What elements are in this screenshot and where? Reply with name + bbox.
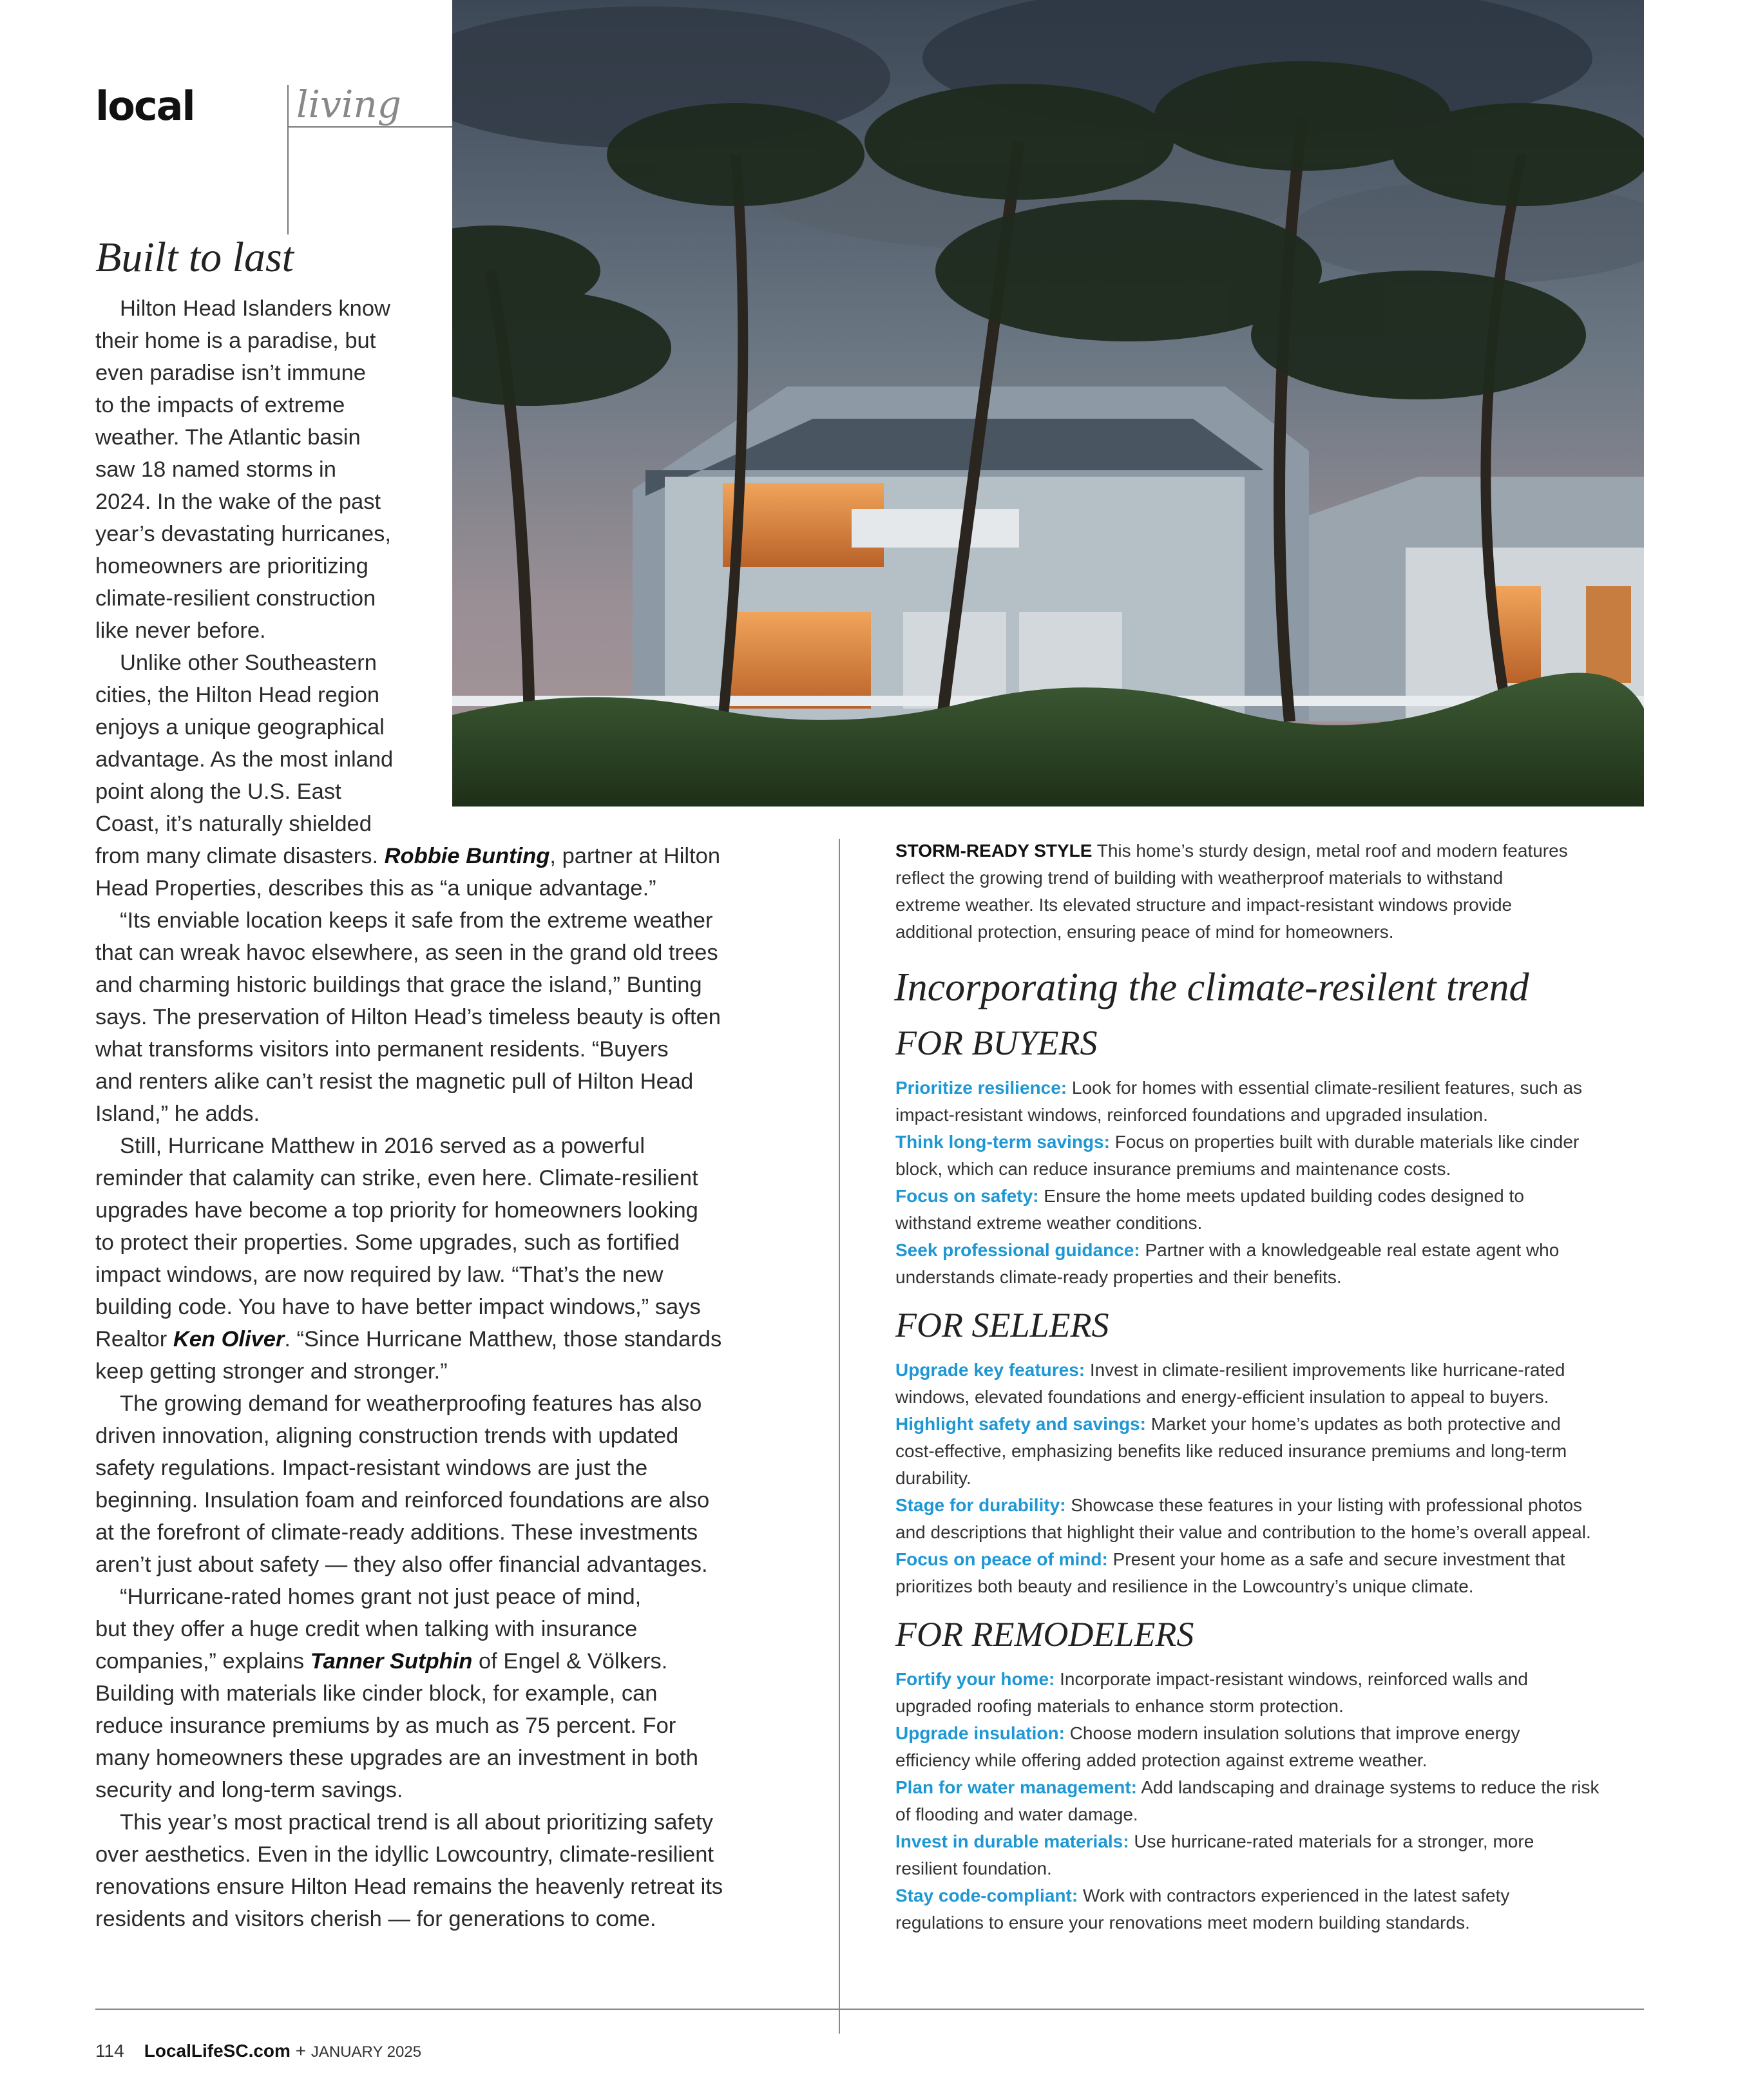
text-line: prioritizes both beauty and resilience in the Lowcountry’s unique climate. bbox=[895, 1576, 1474, 1596]
tip-label: Upgrade key features: bbox=[895, 1360, 1085, 1380]
text-run: Incorporate impact-resistant windows, reinforced walls and bbox=[1055, 1669, 1528, 1689]
tip-label: Focus on peace of mind: bbox=[895, 1549, 1108, 1569]
text-line: residents and visitors cherish — for generations to come. bbox=[95, 1907, 656, 1931]
text-line: to the impacts of extreme bbox=[95, 393, 345, 417]
text-line: impact-resistant windows, reinforced foundations and upgraded insulation. bbox=[895, 1105, 1488, 1125]
text-line: saw 18 named storms in bbox=[95, 457, 336, 482]
heading-sellers: FOR SELLERS bbox=[895, 1306, 1109, 1344]
paragraph-3 bbox=[95, 904, 721, 1130]
text-run: Focus on properties built with durable materials like cinder bbox=[1109, 1132, 1580, 1152]
site-link[interactable]: LocalLifeSC.com bbox=[144, 2041, 291, 2061]
text-line: impact windows, are now required by law. “That’s the new bbox=[95, 1263, 664, 1287]
text-line: Head Properties, describes this as “a unique advantage.” bbox=[95, 876, 656, 901]
text-line: point along the U.S. East bbox=[95, 779, 341, 804]
brand-living: living bbox=[296, 82, 401, 126]
footer-rule bbox=[95, 2009, 1644, 2010]
text-line: cities, the Hilton Head region bbox=[95, 683, 380, 707]
heading-buyers: FOR BUYERS bbox=[895, 1024, 1098, 1062]
text-line: efficiency while offering added protection against extreme weather. bbox=[895, 1750, 1428, 1770]
list-item bbox=[895, 1492, 1591, 1519]
tip-label: Plan for water management: bbox=[895, 1777, 1137, 1797]
list-item bbox=[895, 1183, 1582, 1210]
text-line: driven innovation, aligning construction trends with updated bbox=[95, 1424, 679, 1448]
paragraph-1 bbox=[95, 292, 391, 647]
paragraph-4 bbox=[95, 1130, 721, 1388]
list-item bbox=[895, 1129, 1582, 1156]
text-line: enjoys a unique geographical bbox=[95, 715, 385, 740]
person-name-robbie-bunting: Robbie Bunting bbox=[384, 844, 550, 868]
text-line bbox=[95, 1323, 721, 1355]
text-run: of Engel & Völkers. bbox=[472, 1649, 668, 1674]
brand-local: local bbox=[95, 82, 195, 129]
text-line: safety regulations. Impact-resistant windows are just the bbox=[95, 1456, 648, 1480]
list-item bbox=[895, 1828, 1600, 1855]
text-run: Choose modern insulation solutions that improve energy bbox=[1064, 1723, 1520, 1743]
text-run: from many climate disasters. bbox=[95, 844, 385, 868]
list-item bbox=[895, 1074, 1582, 1102]
text-line: what transforms visitors into permanent residents. “Buyers bbox=[95, 1037, 669, 1062]
text-line: building code. You have to have better impact windows,” says bbox=[95, 1295, 701, 1319]
person-name-ken-oliver: Ken Oliver bbox=[173, 1327, 285, 1351]
text-line: advantage. As the most inland bbox=[95, 747, 394, 772]
text-run: Add landscaping and drainage systems to reduce the risk bbox=[1136, 1777, 1600, 1797]
text-line: withstand extreme weather conditions. bbox=[895, 1213, 1203, 1233]
text-line: regulations to ensure your renovations meet modern building standards. bbox=[895, 1913, 1470, 1933]
list-item bbox=[895, 1237, 1582, 1264]
text-line: and charming historic buildings that grace the island,” Bunting bbox=[95, 973, 702, 997]
text-run: Present your home as a safe and secure investment that bbox=[1107, 1549, 1565, 1569]
text-run: Partner with a knowledgeable real estate agent who bbox=[1140, 1240, 1560, 1260]
tip-label: Prioritize resilience: bbox=[895, 1078, 1067, 1098]
text-line: renovations ensure Hilton Head remains the heavenly retreat its bbox=[95, 1875, 723, 1899]
tip-label: Upgrade insulation: bbox=[895, 1723, 1065, 1743]
caption-head: STORM-READY STYLE bbox=[895, 841, 1093, 861]
text-line: that can wreak havoc elsewhere, as seen in the grand old trees bbox=[95, 940, 718, 965]
text-line: upgraded roofing materials to enhance storm protection. bbox=[895, 1696, 1344, 1716]
text-line: homeowners are prioritizing bbox=[95, 554, 368, 578]
text-line: reflect the growing trend of building with weatherproof materials to withstand bbox=[895, 868, 1504, 888]
text-line: weather. The Atlantic basin bbox=[95, 425, 361, 450]
text-run: Invest in climate-resilient improvements like hurricane-rated bbox=[1085, 1360, 1565, 1380]
text-line bbox=[895, 837, 1568, 864]
text-line: and renters alike can’t resist the magnetic pull of Hilton Head bbox=[95, 1069, 694, 1094]
text-line: “Its enviable location keeps it safe from the extreme weather bbox=[120, 908, 713, 933]
text-line: extreme weather. Its elevated structure and impact-resistant windows provide bbox=[895, 895, 1513, 915]
trend-title: Incorporating the climate-resilent trend bbox=[894, 966, 1529, 1009]
text-line: resilient foundation. bbox=[895, 1858, 1052, 1878]
text-line: reduce insurance premiums by as much as 75 percent. For bbox=[95, 1713, 676, 1738]
list-item bbox=[895, 1720, 1600, 1747]
text-run: Showcase these features in your listing with professional photos bbox=[1065, 1495, 1583, 1515]
heading-remodelers: FOR REMODELERS bbox=[895, 1615, 1194, 1654]
text-run: , partner at Hilton bbox=[549, 844, 721, 868]
text-line: Hilton Head Islanders know bbox=[120, 296, 390, 321]
text-line: year’s devastating hurricanes, bbox=[95, 522, 391, 546]
person-name-tanner-sutphin: Tanner Sutphin bbox=[310, 1649, 473, 1674]
tip-label: Focus on safety: bbox=[895, 1186, 1039, 1206]
sellers-list bbox=[895, 1357, 1591, 1600]
buyers-list bbox=[895, 1074, 1582, 1291]
list-item bbox=[895, 1774, 1600, 1801]
text-run: Use hurricane-rated materials for a stronger, more bbox=[1129, 1831, 1534, 1851]
text-line bbox=[95, 840, 720, 872]
list-item bbox=[895, 1666, 1600, 1693]
text-line: reminder that calamity can strike, even here. Climate-resilient bbox=[95, 1166, 698, 1190]
text-line: keep getting stronger and stronger.” bbox=[95, 1359, 448, 1384]
list-item bbox=[895, 1357, 1591, 1384]
text-line bbox=[95, 1645, 698, 1677]
text-line: The growing demand for weatherproofing features has also bbox=[120, 1391, 702, 1416]
tip-label: Seek professional guidance: bbox=[895, 1240, 1140, 1260]
text-line: to protect their properties. Some upgrades, such as fortified bbox=[95, 1230, 680, 1255]
text-run: Realtor bbox=[95, 1327, 173, 1351]
text-line: This year’s most practical trend is all about prioritizing safety bbox=[120, 1810, 714, 1835]
paragraph-7 bbox=[95, 1806, 723, 1935]
text-line: understands climate-ready properties and their benefits. bbox=[895, 1267, 1342, 1287]
footer bbox=[95, 2041, 421, 2061]
paragraph-6 bbox=[95, 1581, 698, 1806]
text-run: Look for homes with essential climate-resilient features, such as bbox=[1067, 1078, 1583, 1098]
page-number: 114 bbox=[95, 2041, 124, 2061]
text-line: security and long-term savings. bbox=[95, 1778, 403, 1802]
tip-label: Highlight safety and savings: bbox=[895, 1414, 1146, 1434]
text-line: Unlike other Southeastern bbox=[120, 651, 377, 675]
text-run: Work with contractors experienced in the latest safety bbox=[1078, 1885, 1510, 1905]
list-item bbox=[895, 1882, 1600, 1909]
tip-label: Invest in durable materials: bbox=[895, 1831, 1129, 1851]
text-line: Building with materials like cinder block, for example, can bbox=[95, 1681, 658, 1706]
text-line: aren’t just about safety — they also offer financial advantages. bbox=[95, 1552, 708, 1577]
text-run: This home’s sturdy design, metal roof and modern features bbox=[1092, 841, 1568, 861]
remodelers-list bbox=[895, 1666, 1600, 1936]
text-line: durability. bbox=[895, 1468, 971, 1488]
text-line: says. The preservation of Hilton Head’s timeless beauty is often bbox=[95, 1005, 721, 1029]
text-line: upgrades have become a top priority for homeowners looking bbox=[95, 1198, 698, 1223]
text-line: over aesthetics. Even in the idyllic Lowcountry, climate-resilient bbox=[95, 1842, 714, 1867]
text-run: Market your home’s updates as both protective and bbox=[1145, 1414, 1561, 1434]
text-line: of flooding and water damage. bbox=[895, 1804, 1138, 1824]
text-line: climate-resilient construction bbox=[95, 586, 376, 611]
text-line: like never before. bbox=[95, 618, 266, 643]
text-line: beginning. Insulation foam and reinforced foundations are also bbox=[95, 1488, 710, 1513]
tip-label: Stage for durability: bbox=[895, 1495, 1066, 1515]
text-line: Still, Hurricane Matthew in 2016 served as a powerful bbox=[120, 1134, 645, 1158]
article-title: Built to last bbox=[95, 234, 294, 281]
paragraph-2 bbox=[95, 647, 720, 904]
column-divider bbox=[839, 839, 840, 2034]
text-line: windows, elevated foundations and energy-efficient insulation to appeal to buyers. bbox=[895, 1387, 1549, 1407]
text-run: Ensure the home meets updated building codes designed to bbox=[1038, 1186, 1524, 1206]
footer-separator: + bbox=[295, 2041, 307, 2061]
text-line: Island,” he adds. bbox=[95, 1102, 260, 1126]
paragraph-5 bbox=[95, 1388, 709, 1581]
text-run: . “Since Hurricane Matthew, those standards bbox=[284, 1327, 722, 1351]
text-line: and descriptions that highlight their value and contribution to the home’s overall appeal. bbox=[895, 1522, 1591, 1542]
list-item bbox=[895, 1546, 1591, 1573]
photo-caption bbox=[895, 837, 1568, 946]
text-line: but they offer a huge credit when talking with insurance bbox=[95, 1617, 638, 1641]
tip-label: Fortify your home: bbox=[895, 1669, 1055, 1689]
tip-label: Stay code-compliant: bbox=[895, 1885, 1078, 1905]
text-line: block, which can reduce insurance premiums and maintenance costs. bbox=[895, 1159, 1451, 1179]
text-line: their home is a paradise, but bbox=[95, 329, 376, 353]
text-line: even paradise isn’t immune bbox=[95, 361, 366, 385]
text-line: many homeowners these upgrades are an investment in both bbox=[95, 1746, 698, 1770]
text-line: Coast, it’s naturally shielded bbox=[95, 812, 372, 836]
text-run: companies,” explains bbox=[95, 1649, 310, 1674]
text-line: at the forefront of climate-ready additions. These investments bbox=[95, 1520, 698, 1545]
text-line: “Hurricane-rated homes grant not just peace of mind, bbox=[120, 1585, 642, 1609]
issue-date: JANUARY 2025 bbox=[310, 2043, 422, 2061]
list-item bbox=[895, 1411, 1591, 1438]
text-line: cost-effective, emphasizing benefits like reduced insurance premiums and long-term bbox=[895, 1441, 1567, 1461]
tip-label: Think long-term savings: bbox=[895, 1132, 1110, 1152]
text-line: 2024. In the wake of the past bbox=[95, 490, 381, 514]
text-line: additional protection, ensuring peace of mind for homeowners. bbox=[895, 922, 1394, 942]
brand-divider bbox=[287, 85, 289, 234]
section-brand bbox=[95, 77, 456, 161]
